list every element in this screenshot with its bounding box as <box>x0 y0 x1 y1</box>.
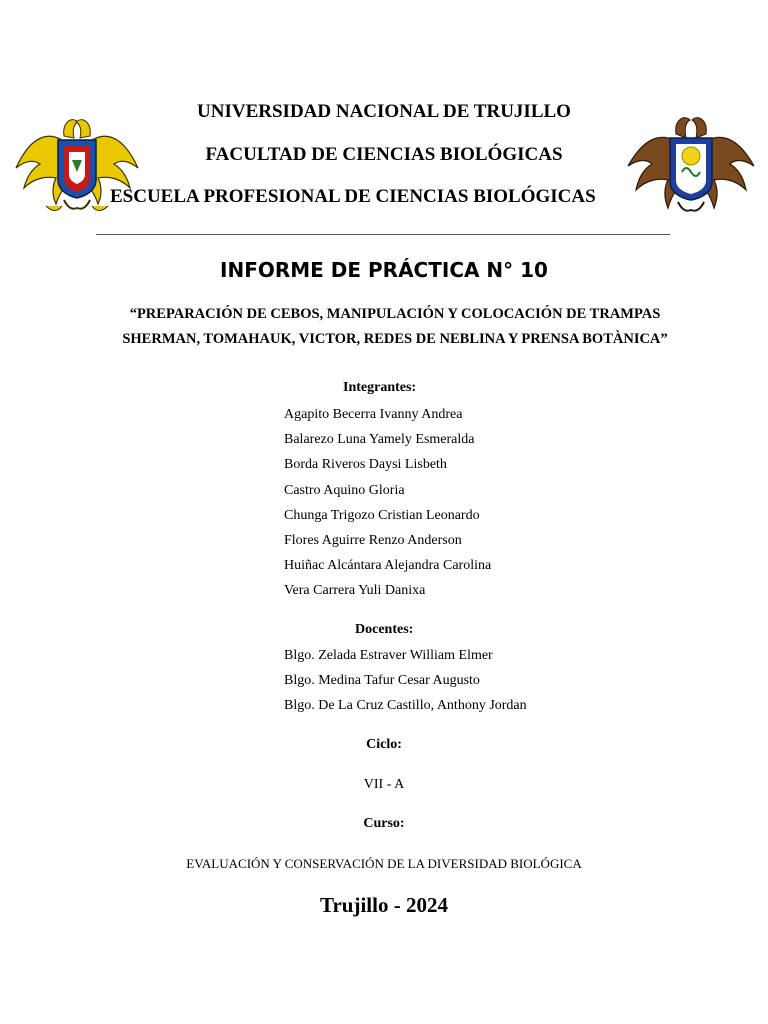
member-name: Agapito Becerra Ivanny Andrea <box>284 407 463 422</box>
member-name: Chunga Trigozo Cristian Leonardo <box>284 507 480 523</box>
cycle-value: VII - A <box>363 777 405 792</box>
member-name: Huiñac Alcántara Alejandra Carolina <box>284 558 492 574</box>
member-name: Balarezo Luna Yamely Esmeralda <box>284 432 475 448</box>
members-label: Integrantes: <box>343 380 417 395</box>
report-subtitle-line: SHERMAN, TOMAHAUK, VICTOR, REDES DE NEBLINA Y PRENSA BOTÀNICA” <box>122 331 668 347</box>
faculty-name: FACULTAD DE CIENCIAS BIOLÓGICAS <box>205 144 563 165</box>
place-year: Trujillo - 2024 <box>320 893 448 917</box>
header-divider <box>96 234 670 235</box>
member-name: Vera Carrera Yuli Danixa <box>284 583 426 599</box>
member-name: Flores Aguirre Renzo Anderson <box>284 532 462 548</box>
course-name: EVALUACIÓN Y CONSERVACIÓN DE LA DIVERSIDAD BIOLÓGICA <box>186 856 582 871</box>
report-title: INFORME DE PRÁCTICA N° 10 <box>220 258 548 282</box>
teacher-name: Blgo. Zelada Estraver William Elmer <box>284 648 493 663</box>
teachers-label: Docentes: <box>355 622 414 637</box>
cycle-label: Ciclo: <box>366 737 402 752</box>
university-name: UNIVERSIDAD NACIONAL DE TRUJILLO <box>197 101 571 122</box>
member-name: Borda Riveros Daysi Lisbeth <box>284 457 447 473</box>
report-subtitle-line: “PREPARACIÓN DE CEBOS, MANIPULACIÓN Y COLOCACIÓN DE TRAMPAS <box>129 306 661 322</box>
teacher-name: Blgo. De La Cruz Castillo, Anthony Jordan <box>284 698 527 714</box>
course-label: Curso: <box>363 816 405 831</box>
school-name: ESCUELA PROFESIONAL DE CIENCIAS BIOLÓGICAS <box>110 186 596 207</box>
members-list <box>284 402 724 604</box>
teacher-name: Blgo. Medina Tafur Cesar Augusto <box>284 673 480 689</box>
member-name: Castro Aquino Gloria <box>284 482 405 498</box>
report-subtitle <box>100 302 690 352</box>
teachers-list <box>284 643 724 719</box>
